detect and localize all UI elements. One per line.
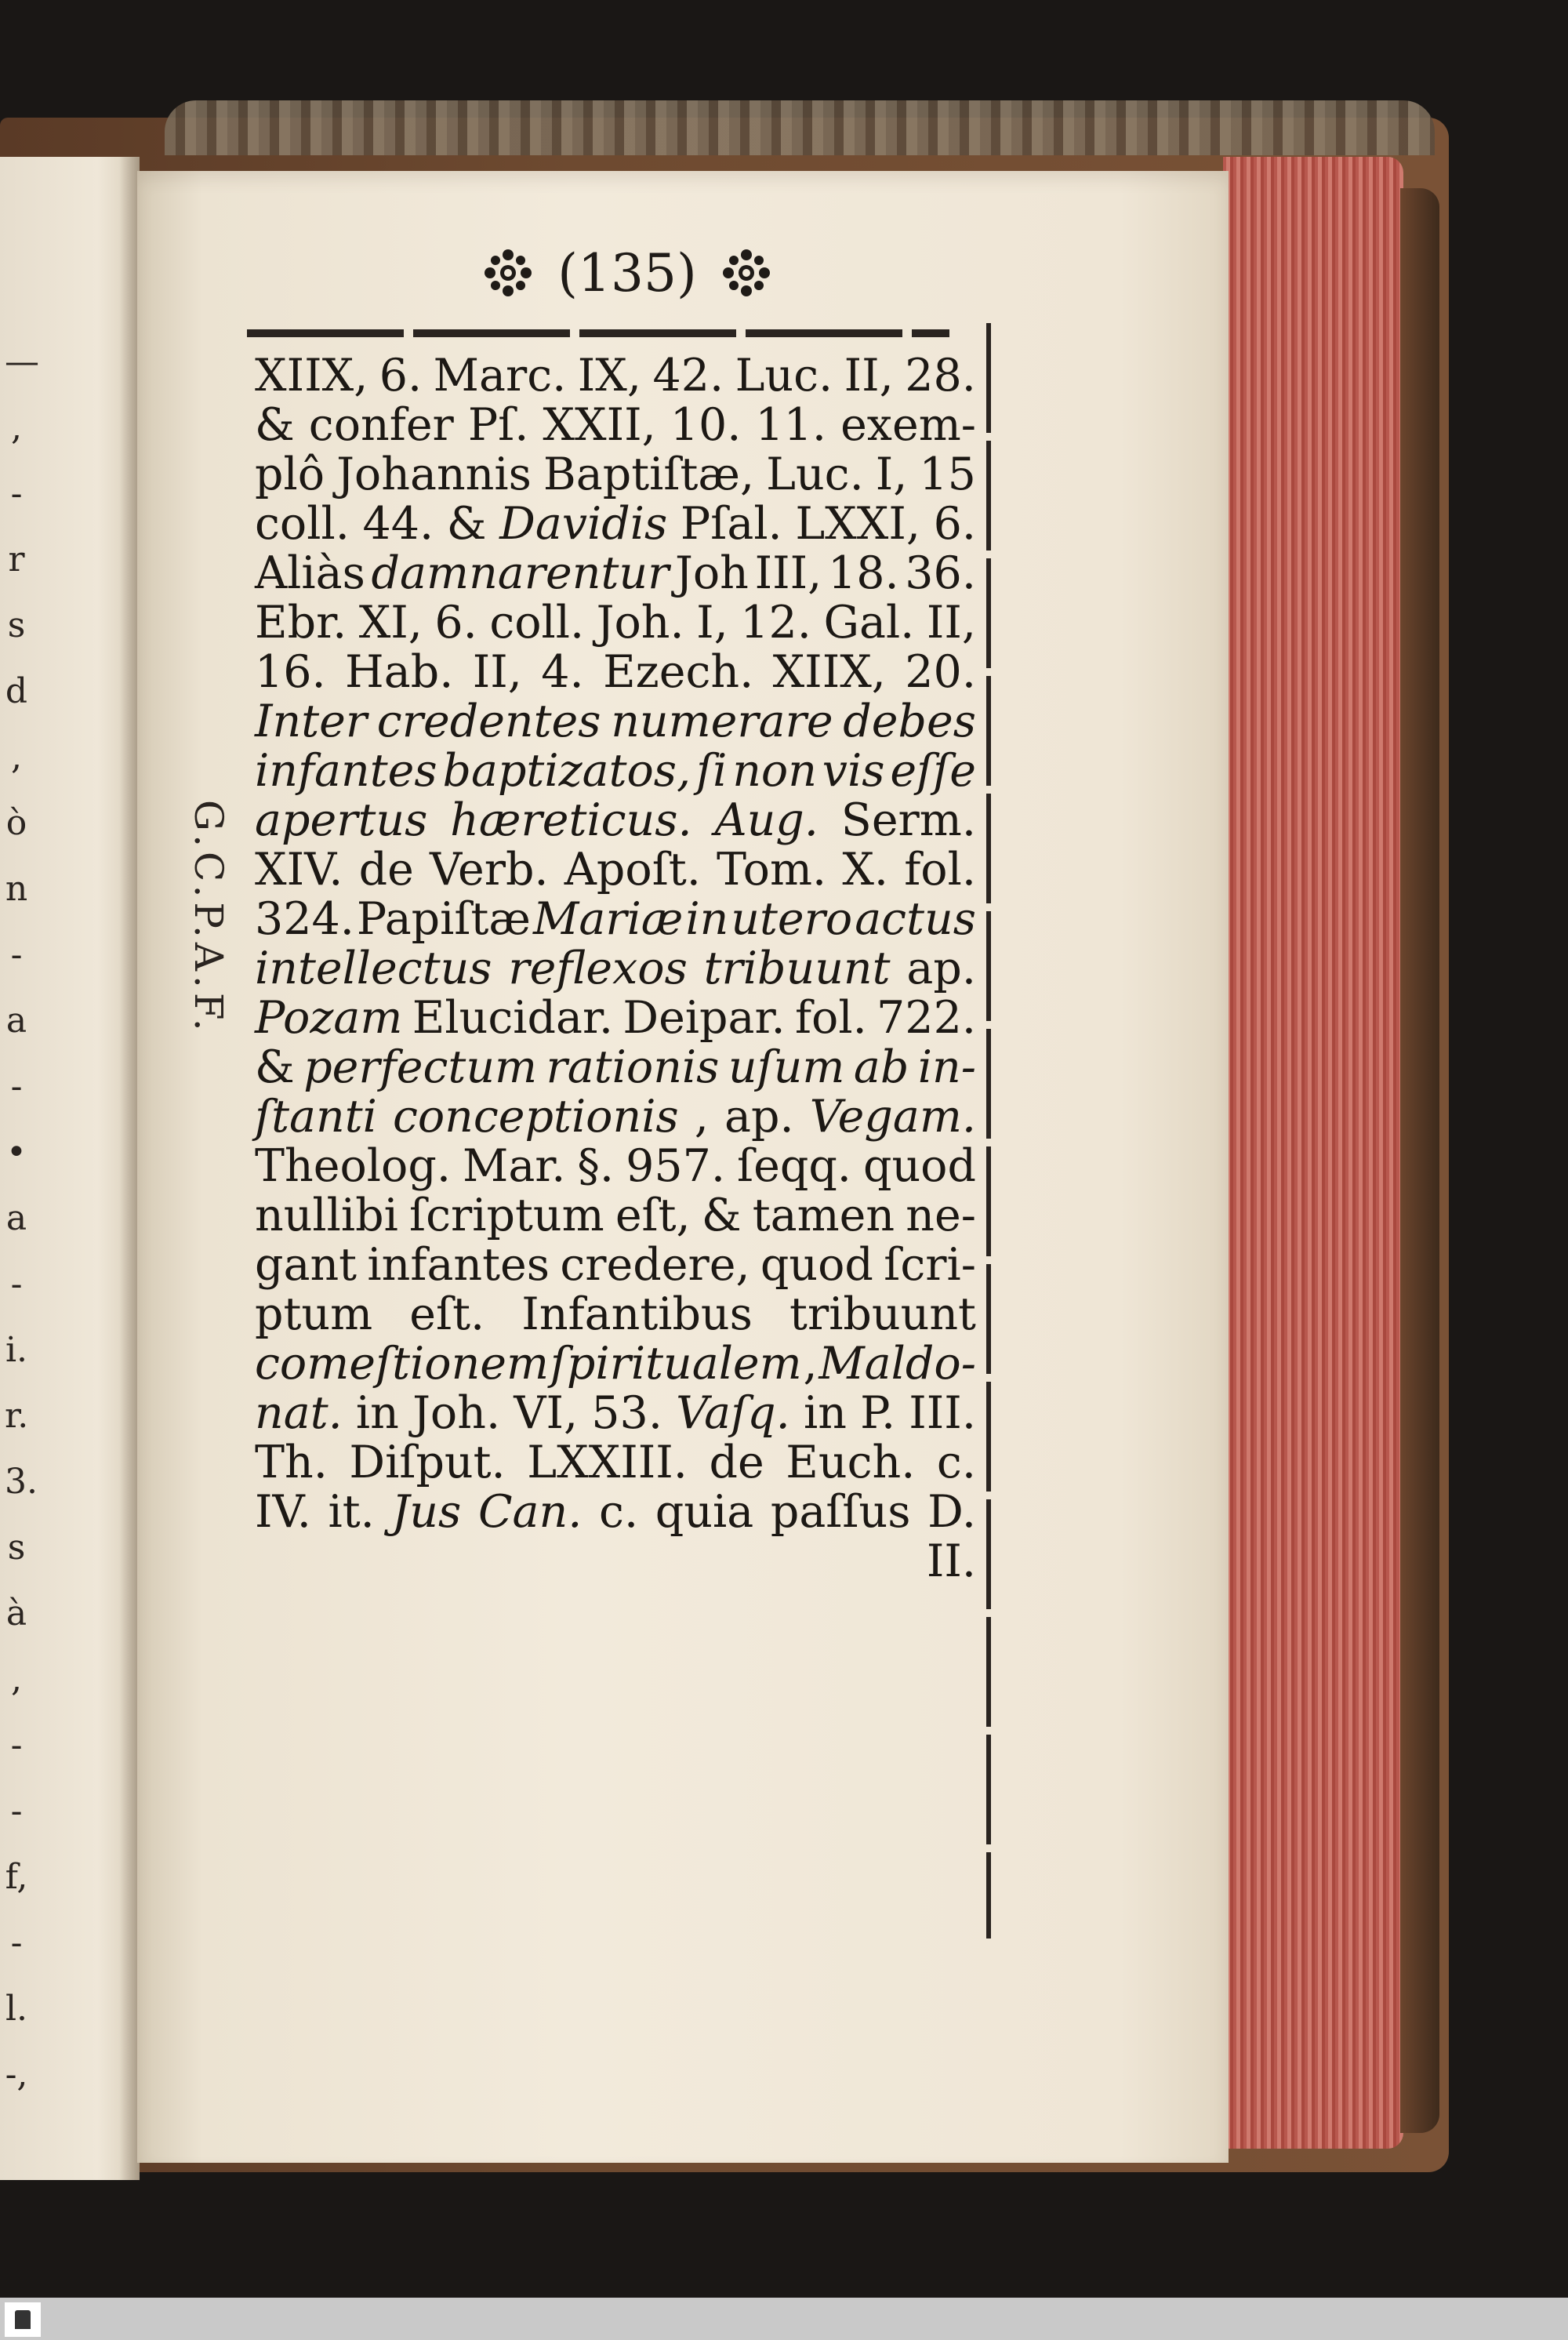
word: & (255, 1041, 295, 1093)
word: Aliàs (255, 547, 365, 599)
word: uſum (728, 1041, 845, 1093)
left-page-fragment: d (5, 671, 28, 711)
text-line (255, 1191, 976, 1241)
word: hæreticus. (450, 794, 692, 846)
word: conceptionis (392, 1091, 679, 1143)
word: infantes (255, 745, 437, 797)
word: Ezech. (603, 646, 754, 698)
page-edges (1223, 157, 1403, 2149)
word: III. (909, 1387, 976, 1439)
word: nat. (255, 1387, 343, 1439)
word: ne- (906, 1190, 976, 1241)
word: VI, (514, 1387, 579, 1439)
text-line (255, 994, 976, 1043)
word: 18. (827, 547, 899, 599)
word: Pſ. (467, 399, 529, 451)
word: & (255, 399, 295, 451)
word: tribuunt (703, 943, 891, 994)
word: & (701, 1190, 742, 1241)
left-page-fragment: ò (5, 803, 27, 843)
word: Theolog. (255, 1140, 451, 1192)
word: coll. (255, 498, 350, 550)
word: quod (760, 1239, 873, 1291)
catchword: II. (926, 1535, 976, 1587)
page-number: (135) (557, 242, 697, 303)
word: 16. (255, 646, 326, 698)
word: fol. (794, 992, 867, 1044)
word: nullibi (255, 1190, 398, 1241)
word: ſtanti (255, 1091, 377, 1143)
word: comeſtionem (255, 1338, 550, 1390)
left-page-fragment: - (10, 1725, 23, 1765)
text-line (255, 1043, 976, 1092)
text-line (255, 598, 976, 648)
left-page-fragment: - (10, 935, 23, 975)
word: II, (472, 646, 522, 698)
text-line (255, 401, 976, 450)
word: tribuunt (789, 1288, 976, 1340)
word: XXII, (543, 399, 656, 451)
left-page-fragment: a (5, 1001, 27, 1041)
left-page-fragment: n (5, 869, 28, 909)
word: Serm. (840, 794, 976, 846)
word: confer (308, 399, 454, 451)
body-text (255, 351, 976, 1586)
word: Elucidar. (412, 992, 614, 1044)
word: 15 (919, 449, 976, 500)
left-page-fragment: s (7, 1528, 26, 1568)
word: XIV. (255, 844, 343, 896)
word: 11. (755, 399, 827, 451)
word: 12. (740, 597, 811, 649)
left-page-fragment: , (11, 1659, 22, 1699)
left-page-fragment: i. (5, 1330, 28, 1370)
word: debes (843, 696, 976, 747)
text-line (255, 1339, 976, 1389)
word: §. (577, 1140, 615, 1192)
word: Hab. (345, 646, 454, 698)
page-header (235, 234, 1019, 312)
word: utero (731, 893, 853, 945)
word: 324. (255, 893, 354, 945)
word: de (709, 1437, 764, 1488)
left-page-fragment: , (11, 737, 22, 777)
text-line (255, 845, 976, 895)
word: 53. (591, 1387, 662, 1439)
text-line (255, 1488, 976, 1537)
word: Verb. (430, 844, 549, 896)
word: Vegam. (809, 1091, 976, 1143)
word: eſt, (615, 1190, 691, 1241)
text-line (255, 1142, 976, 1191)
word: quod (862, 1140, 976, 1192)
word: Aug. (714, 794, 818, 846)
word: Mar. (462, 1140, 566, 1192)
word: Papiſtæ (356, 893, 531, 945)
word: Euch. (786, 1437, 916, 1488)
word: intellectus (255, 943, 492, 994)
word: infantes (367, 1239, 550, 1291)
library-logo-icon (5, 2302, 41, 2337)
header-rule (247, 329, 949, 337)
word: 42. (652, 350, 724, 402)
word: Inter (255, 696, 368, 747)
left-page-fragment: r (8, 540, 25, 580)
flower-ornament-icon (482, 247, 534, 299)
word: II, (844, 350, 894, 402)
word: Deipar. (622, 992, 786, 1044)
word: Mariæ (532, 893, 684, 945)
word: exem- (840, 399, 976, 451)
text-line (255, 450, 976, 500)
word: IX, (577, 350, 641, 402)
text-line (255, 549, 976, 598)
text-line (255, 648, 976, 697)
left-page-fragment: - (10, 1264, 23, 1304)
word: actus (855, 893, 976, 945)
word: 6. (379, 350, 423, 402)
word: ptum (255, 1288, 373, 1340)
word: I, (875, 449, 908, 500)
word: ſcriptum (409, 1190, 604, 1241)
word: perfectum (303, 1041, 538, 1093)
word: 28. (905, 350, 976, 402)
left-page-fragment: - (10, 1923, 23, 1963)
word: reflexos (508, 943, 688, 994)
word: 20. (905, 646, 976, 698)
margin-rule (986, 323, 991, 1938)
word: ſcri- (884, 1239, 976, 1291)
word: 6. (933, 498, 976, 550)
text-line (255, 1092, 976, 1142)
word: Vaſq. (676, 1387, 790, 1439)
word: de (358, 844, 414, 896)
book-spine-top (165, 100, 1435, 155)
word: III, (754, 547, 822, 599)
word: it. (328, 1486, 375, 1538)
word: Davidis (499, 498, 668, 550)
left-page-fragment: f, (5, 1857, 28, 1897)
word: , (694, 1091, 709, 1143)
word: plô (255, 449, 325, 500)
word: Pozam (255, 992, 403, 1044)
word: IV. (255, 1486, 311, 1538)
word: 44. (362, 498, 434, 550)
word: ap. (724, 1091, 794, 1143)
word: Luc. (766, 449, 864, 500)
word: XI, (358, 597, 423, 649)
word: credentes (376, 696, 601, 747)
word: Ebr. (255, 597, 347, 649)
word: apertus (255, 794, 428, 846)
word: P. (860, 1387, 896, 1439)
word: fol. (904, 844, 976, 896)
margin-note: G.C.P.A.F. (186, 800, 231, 1036)
word: tamen (752, 1190, 895, 1241)
word: in- (917, 1041, 976, 1093)
word: LXXI, (795, 498, 920, 550)
text-line (255, 1438, 976, 1488)
left-page-fragment: - (10, 1066, 23, 1106)
word: Baptiſtæ, (543, 449, 755, 500)
word: II, (926, 597, 976, 649)
word: Gal. (823, 597, 915, 649)
word: coll. (489, 597, 585, 649)
left-page-fragment: , (11, 408, 22, 448)
word: 957. (626, 1140, 725, 1192)
word: eſſe (890, 745, 976, 797)
word: Th. (255, 1437, 328, 1488)
word: Joh. (596, 597, 684, 649)
left-page-fragment: - (10, 1791, 23, 1831)
text-line (255, 1290, 976, 1339)
word: 10. (670, 399, 742, 451)
left-page-fragment: 3. (5, 1462, 38, 1502)
left-page-fragments (5, 329, 39, 2108)
word: gant (255, 1239, 358, 1291)
word: vis (822, 745, 885, 797)
word: Maldo- (818, 1338, 976, 1390)
word: Pſal. (680, 498, 782, 550)
left-page-fragment: • (6, 1132, 27, 1172)
word: ſi (696, 745, 728, 797)
word: Diſput. (349, 1437, 506, 1488)
word: Apoſt. (564, 844, 701, 896)
word: LXXIII. (527, 1437, 688, 1488)
word: Johannis (336, 449, 532, 500)
word: I, (696, 597, 728, 649)
word: Jus (391, 1486, 462, 1538)
word: paſſus (770, 1486, 911, 1538)
word: non (732, 745, 817, 797)
word: 6. (434, 597, 477, 649)
word: in (803, 1387, 847, 1439)
word: eſt. (409, 1288, 485, 1340)
text-line (255, 944, 976, 994)
left-page-fragment: l. (5, 1989, 28, 2029)
word: XIIX, (255, 350, 368, 402)
word: numerare (611, 696, 833, 747)
word: ſpiritualem (550, 1338, 802, 1390)
word: rationis (546, 1041, 720, 1093)
word: c. (599, 1486, 639, 1538)
word: X. (842, 844, 889, 896)
word: ap. (906, 943, 976, 994)
left-page-fragment: r. (5, 1396, 29, 1436)
word: Marc. (433, 350, 567, 402)
text-line (255, 500, 976, 549)
text-line (255, 796, 976, 845)
word: Infantibus (521, 1288, 753, 1340)
word: D. (927, 1486, 976, 1538)
left-page-fragment: s (7, 605, 26, 645)
word: Joh (675, 547, 749, 599)
word: damnarentur (371, 547, 670, 599)
word: Can. (477, 1486, 583, 1538)
word: quia (655, 1486, 754, 1538)
left-page-fragment: à (5, 1593, 27, 1633)
text-line (255, 1389, 976, 1438)
word: Tom. (717, 844, 827, 896)
word: & (446, 498, 487, 550)
word: XIIX, (772, 646, 886, 698)
word: baptizatos, (442, 745, 691, 797)
viewer-footer-bar (0, 2298, 1568, 2340)
word: ab (853, 1041, 909, 1093)
word: 36. (905, 547, 976, 599)
word: in (355, 1387, 399, 1439)
text-line (255, 1241, 976, 1290)
word: credere, (560, 1239, 750, 1291)
word: c. (936, 1437, 976, 1488)
word: 722. (877, 992, 976, 1044)
left-page-fragment: — (5, 342, 39, 382)
left-page-fragment: -, (5, 2055, 28, 2095)
text-line (255, 895, 976, 944)
text-line (255, 697, 976, 747)
left-page-fragment: a (5, 1198, 27, 1238)
word: Luc. (735, 350, 833, 402)
word: ſeqq. (737, 1140, 851, 1192)
left-page-fragment: - (10, 474, 23, 514)
word: Joh. (412, 1387, 501, 1439)
flower-ornament-icon (720, 247, 772, 299)
text-line (255, 351, 976, 401)
word: in (685, 893, 729, 945)
word: 4. (541, 646, 584, 698)
text-line (255, 747, 976, 796)
word: , (803, 1338, 818, 1390)
